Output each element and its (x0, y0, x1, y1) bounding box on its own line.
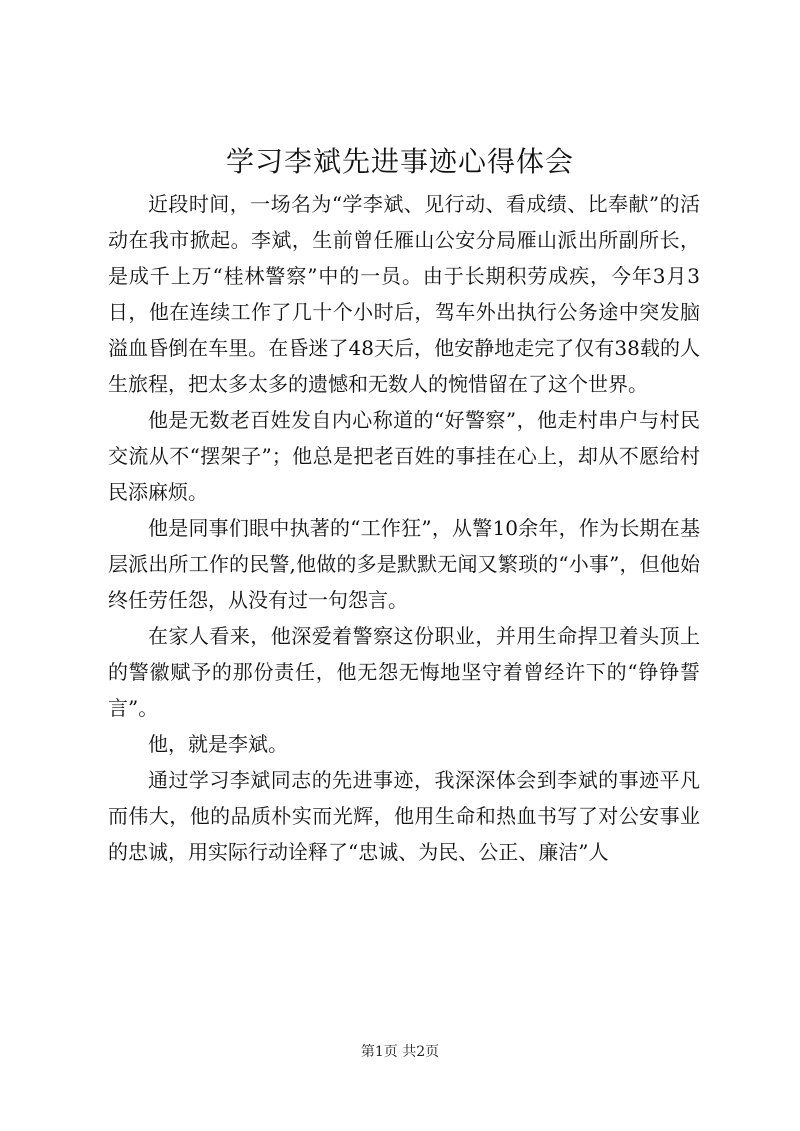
paragraph: 在家人看来，他深爱着警察这份职业，并用生命捍卫着头顶上的警徽赋予的那份责任，他无怨无悔地坚守着曾经许下的“铮铮誓言”。 (108, 624, 700, 720)
page-footer: 第1页 共2页 (360, 1044, 440, 1060)
document-body (108, 186, 700, 870)
paragraph: 他是无数老百姓发自内心称道的“好警察”，他走村串户与村民交流从不“摆架子”；他总是把老百姓的事挂在心上，却从不愿给村民添麻烦。 (108, 408, 700, 504)
paragraph: 通过学习李斌同志的先进事迹，我深深体会到李斌的事迹平凡而伟大，他的品质朴实而光辉，他用生命和热血书写了对公安事业的忠诚，用实际行动诠释了“忠诚、为民、公正、廉洁”人 (108, 768, 700, 864)
paragraph: 他，就是李斌。 (148, 732, 288, 756)
paragraph: 近段时间，一场名为“学李斌、见行动、看成绩、比奉献”的活动在我市掀起。李斌，生前曾任雁山公安分局雁山派出所副所长，是成千上万“桂林警察”中的一员。由于长期积劳成疾，今年3月3日，他在连续工作了几十个小时后，驾车外出执行公务途中突发脑溢血昏倒在车里。在昏迷了48天后，他安静地走完了仅有38载的人生旅程，把太多太多的遗憾和无数人的惋惜留在了这个世界。 (108, 192, 700, 396)
document-title: 学习李斌先进事迹心得体会 (225, 145, 574, 178)
paragraph: 他是同事们眼中执著的“工作狂”，从警10余年，作为长期在基层派出所工作的民警,他做的多是默默无闻又繁琐的“小事”，但他始终任劳任怨，从没有过一句怨言。 (108, 516, 700, 612)
